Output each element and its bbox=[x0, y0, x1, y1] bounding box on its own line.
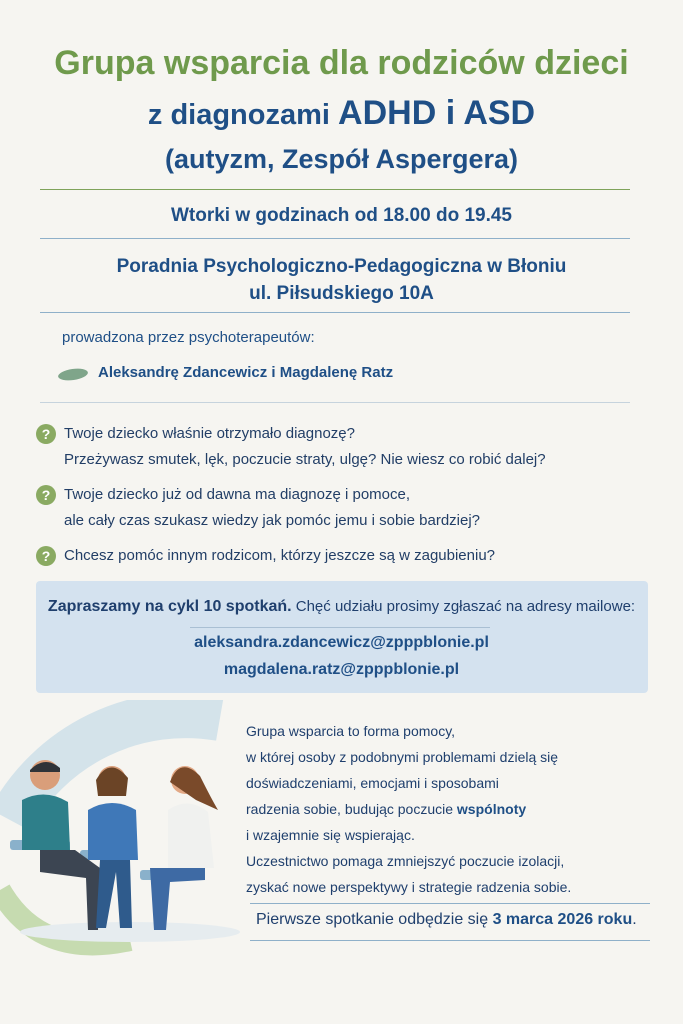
question-icon: ? bbox=[36, 546, 56, 566]
divider-3 bbox=[40, 312, 630, 313]
divider-2 bbox=[40, 238, 630, 239]
title-line-3: (autyzm, Zespół Aspergera) bbox=[164, 144, 519, 174]
venue-address: ul. Piłsudskiego 10A bbox=[249, 283, 434, 304]
invitation-text bbox=[0, 598, 683, 616]
divider-1 bbox=[40, 189, 630, 190]
description-line-2: w której osoby z podobnymi problemami dzielą się bbox=[246, 749, 559, 765]
invitation-bold: Zapraszamy na cykl 10 spotkań. bbox=[47, 598, 292, 615]
support-group-illustration bbox=[0, 700, 260, 980]
question-2-line-2: ale cały czas szukasz wiedzy jak pomóc jemu i sobie bardziej? bbox=[64, 512, 481, 529]
divider-5 bbox=[190, 627, 490, 628]
description-line-4-text: radzenia sobie, budując poczucie bbox=[246, 801, 457, 817]
question-icon: ? bbox=[36, 485, 56, 505]
description-line-3: doświadczeniami, emocjami i sposobami bbox=[246, 775, 499, 791]
led-by-label: prowadzona przez psychoterapeutów: bbox=[62, 329, 315, 346]
email-link-1[interactable]: aleksandra.zdancewicz@zpppblonie.pl bbox=[194, 634, 489, 651]
divider-6 bbox=[250, 903, 650, 904]
divider-4 bbox=[40, 402, 630, 403]
first-meeting-suffix: . bbox=[632, 911, 637, 928]
description-line-6: Uczestnictwo pomaga zmniejszyć poczucie izolacji, bbox=[246, 853, 565, 869]
description-line-1: Grupa wsparcia to forma pomocy, bbox=[246, 723, 456, 739]
first-meeting bbox=[256, 911, 637, 929]
invitation-rest: Chęć udziału prosimy zgłaszać na adresy mailowe: bbox=[291, 598, 636, 615]
divider-7 bbox=[250, 940, 650, 941]
description-emphasis: wspólnoty bbox=[456, 801, 527, 817]
title-line-2-emphasis: ADHD i ASD bbox=[338, 94, 536, 132]
leaf-icon bbox=[57, 367, 88, 382]
description-line-7: zyskać nowe perspektywy i strategie radzenia sobie. bbox=[246, 879, 572, 895]
question-2-line-1: Twoje dziecko już od dawna ma diagnozę i pomoce, bbox=[64, 486, 411, 503]
question-3-line-1: Chcesz pomóc innym rodzicom, którzy jeszcze są w zagubieniu? bbox=[64, 547, 496, 564]
description-line-5: i wzajemnie się wspierając. bbox=[246, 827, 415, 843]
first-meeting-prefix: Pierwsze spotkanie odbędzie się bbox=[256, 911, 493, 928]
first-meeting-date: 3 marca 2026 roku bbox=[492, 911, 633, 928]
email-link-2[interactable]: magdalena.ratz@zpppblonie.pl bbox=[223, 661, 460, 678]
leaders: Aleksandrę Zdancewicz i Magdalenę Ratz bbox=[98, 364, 394, 381]
schedule: Wtorki w godzinach od 18.00 do 19.45 bbox=[170, 205, 513, 226]
question-1-line-2: Przeżywasz smutek, lęk, poczucie straty, ulgę? Nie wiesz co robić dalej? bbox=[64, 451, 546, 468]
title-line-2-prefix: z diagnozami bbox=[147, 99, 339, 131]
description-line-4 bbox=[246, 801, 526, 817]
title-line-2 bbox=[0, 94, 683, 133]
title-line-1: Grupa wsparcia dla rodziców dzieci bbox=[54, 44, 629, 82]
question-icon: ? bbox=[36, 424, 56, 444]
venue-name: Poradnia Psychologiczno-Pedagogiczna w Błoniu bbox=[116, 256, 567, 277]
question-1-line-1: Twoje dziecko właśnie otrzymało diagnozę? bbox=[64, 425, 355, 442]
